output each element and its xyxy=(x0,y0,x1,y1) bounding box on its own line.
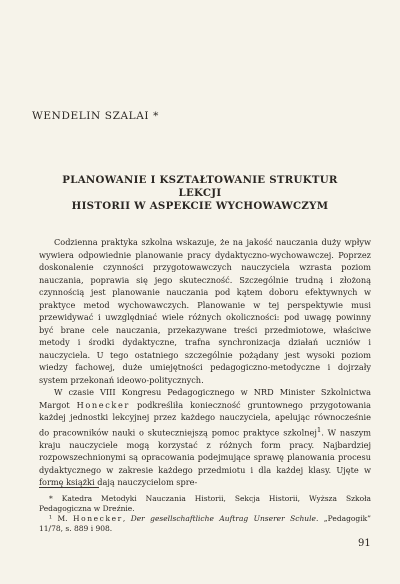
paragraph-1: Codzienna praktyka szkolna wskazuje, że na jakość nauczania duży wpływ wywiera odpowiednie planowanie pracy dydaktyczno-wychowawczej. Poprzez doskonalenie czynności przygotowawczych nauczyciela wzrasta poziom nauczania, poprawia się jego skuteczność. Szczególnie trudną i złożoną czynnością jest planowanie nauczania pod kątem doboru efektywnych w praktyce metod wychowawczych. Planowanie w tej perspektywie musi przewidywać i uwzględniać wiele różnych okoliczności: pod uwagę powinny być brane cele nauczania, przekazywane treści przedmiotowe, właściwe metody i środki dydaktyczne, trafna synchronizacja działań uczniów i nauczyciela. U tego ostatniego szczególnie pożądany jest wysoki poziom wiedzy fachowej, duże umiejętności pedagogiczno-metodyczne i dojrzały system przekonań ideowo-politycznych. xyxy=(39,237,371,385)
person-name: Honecker xyxy=(76,399,130,410)
paragraph-2-middle: podkreśliła konieczność gruntownego przygotowania każdej jednostki lekcyjnej przez każdego nauczyciela, apelując równocześnie do pracowników nauki o skuteczniejszą pomoc praktyce szkolnej xyxy=(39,399,371,438)
paragraph-2-start: W czasie VIII Kongresu Pedagogicznego w NRD Minister Szkolnictwa Margot xyxy=(39,387,371,410)
title-line-2: HISTORII W ASPEKCIE WYCHOWAWCZYM xyxy=(71,200,329,212)
footnote-separator xyxy=(39,487,99,488)
footnote-affiliation: * Katedra Metodyki Nauczania Historii, Sekcja Historii, Wyższa Szkoła Pedagogiczna w Dreźnie. xyxy=(39,494,371,513)
article-title xyxy=(40,174,360,213)
title-line-1: PLANOWANIE I KSZTAŁTOWANIE STRUKTUR LEKCJI xyxy=(62,174,338,199)
footnote-1 xyxy=(39,514,371,534)
footnote-ref: 1 xyxy=(316,425,322,434)
page-number: 91 xyxy=(358,538,371,549)
footnotes xyxy=(39,494,371,534)
footnote-1-source: „Pedagogik” 11/78, s. 889 i 908. xyxy=(39,514,371,533)
article-body xyxy=(39,236,371,489)
author-name: WENDELIN SZALAI * xyxy=(32,110,159,122)
paragraph-2 xyxy=(39,386,371,489)
footnote-1-author: Honecker xyxy=(72,514,123,523)
footnote-1-title: Der gesellschaftliche Auftrag Unserer Schule. xyxy=(130,514,319,523)
paragraph-2-end: . W naszym kraju nauczyciele mogą korzystać z różnych form pracy. Najbardziej rozpowszechnionymi są opracowania podejmujące sprawę planowania procesu dydaktycznego w zakresie każdego przedmiotu i dla każdej klasy. Ujęte w formę książki dają nauczycielom spre- xyxy=(39,427,371,488)
footnote-1-separator: , xyxy=(122,514,131,523)
footnote-1-prefix: ¹ M. xyxy=(49,514,73,523)
